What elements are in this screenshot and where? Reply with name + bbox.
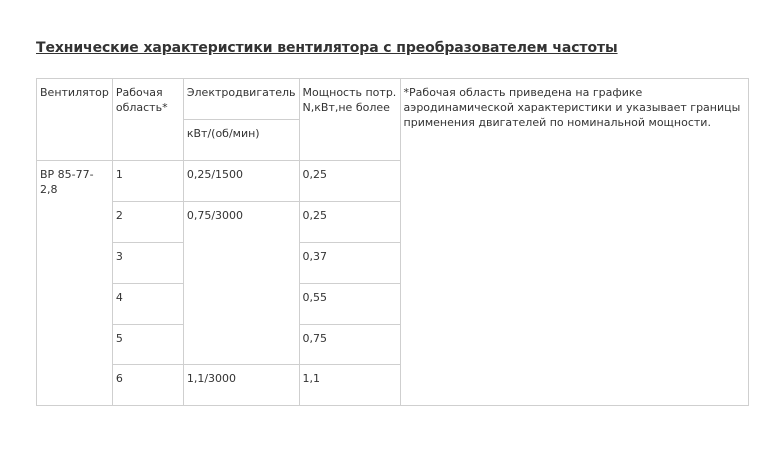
power-cell: 0,75 <box>299 325 400 365</box>
header-motor: Электродвигатель <box>183 79 299 120</box>
header-motor-unit: кВт/(об/мин) <box>183 120 299 161</box>
fan-model-cell: ВР 85-77-2,8 <box>37 161 113 406</box>
power-cell: 0,37 <box>299 243 400 284</box>
area-cell: 5 <box>112 325 183 365</box>
header-power: Мощность потр. N,кВт,не более <box>299 79 400 161</box>
area-cell: 4 <box>112 284 183 325</box>
motor-cell: 0,25/1500 <box>183 161 299 202</box>
motor-cell: 1,1/3000 <box>183 365 299 406</box>
power-cell: 1,1 <box>299 365 400 406</box>
area-cell: 3 <box>112 243 183 284</box>
spec-table <box>36 78 749 406</box>
motor-cell: 0,75/3000 <box>183 202 299 365</box>
power-cell: 0,55 <box>299 284 400 325</box>
table-header-row <box>37 79 749 120</box>
header-work-area: Рабочая область* <box>112 79 183 161</box>
footnote: *Рабочая область приведена на графике аэродинамической характеристики и указывает границы применения двигателей по номинальной мощности. <box>400 79 748 406</box>
power-cell: 0,25 <box>299 161 400 202</box>
power-cell: 0,25 <box>299 202 400 243</box>
area-cell: 6 <box>112 365 183 406</box>
header-fan: Вентилятор <box>37 79 113 161</box>
area-cell: 1 <box>112 161 183 202</box>
page-title: Технические характеристики вентилятора с преобразователем частоты <box>36 40 618 56</box>
area-cell: 2 <box>112 202 183 243</box>
